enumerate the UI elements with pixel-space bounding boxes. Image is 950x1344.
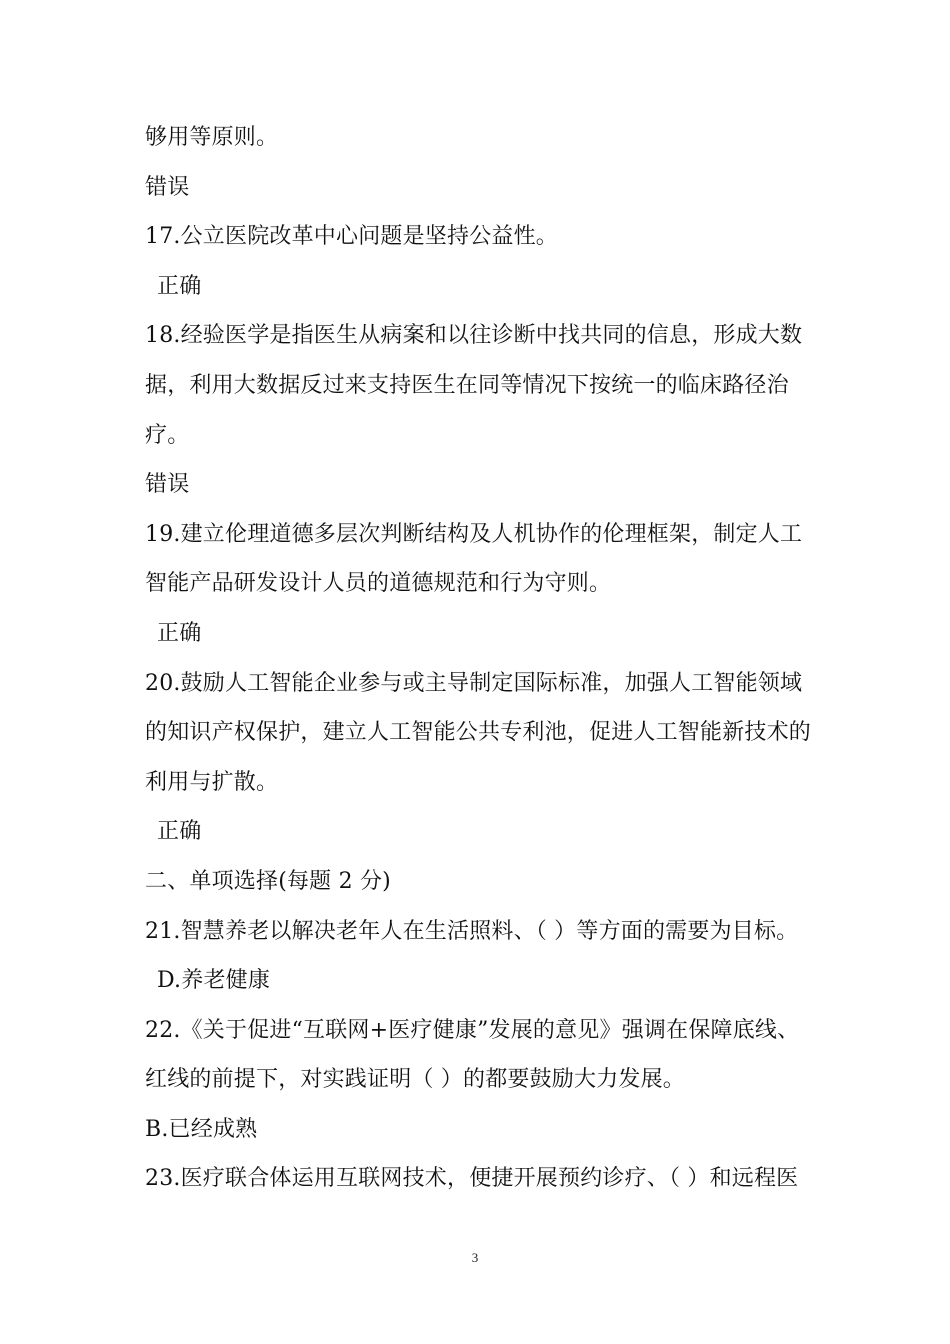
text-line: 智能产品研发设计人员的道德规范和行为守则。	[145, 571, 612, 597]
text-line: B.已经成熟	[145, 1116, 258, 1142]
text-line: 够用等原则。	[145, 125, 279, 150]
text-line: 17.公立医院改革中心问题是坚持公益性。	[145, 224, 558, 250]
text-line: 22.《关于促进“互联网+医疗健康”发展的意见》强调在保障底线、	[145, 1017, 800, 1043]
text-line: D.养老健康	[157, 968, 271, 994]
text-line: 正确	[157, 620, 202, 646]
text-line: 正确	[157, 273, 202, 299]
text-line: 疗。	[145, 422, 190, 448]
text-line: 21.智慧养老以解决老年人在生活照料、（ ）等方面的需要为目标。	[145, 918, 799, 944]
text-line: 错误	[145, 174, 190, 200]
text-line: 据，利用大数据反过来支持医生在同等情况下按统一的临床路径治	[145, 372, 789, 398]
text-line: 错误	[145, 472, 190, 498]
text-line: 红线的前提下，对实践证明（ ）的都要鼓励大力发展。	[145, 1067, 685, 1093]
text-line: 正确	[157, 819, 202, 845]
document-body	[145, 113, 810, 1204]
text-line: 18.经验医学是指医生从病案和以往诊断中找共同的信息，形成大数	[145, 323, 803, 349]
text-line: 23.医疗联合体运用互联网技术，便捷开展预约诊疗、（ ）和远程医	[145, 1166, 799, 1192]
text-line: 19.建立伦理道德多层次判断结构及人机协作的伦理框架，制定人工	[145, 521, 803, 547]
text-line: 二、单项选择(每题 2 分)	[145, 868, 391, 894]
text-line: 的知识产权保护，建立人工智能公共专利池，促进人工智能新技术的	[145, 720, 812, 746]
text-line: 20.鼓励人工智能企业参与或主导制定国际标准，加强人工智能领域	[145, 670, 803, 696]
text-line: 利用与扩散。	[145, 769, 279, 795]
page-number: 3	[471, 1250, 479, 1265]
